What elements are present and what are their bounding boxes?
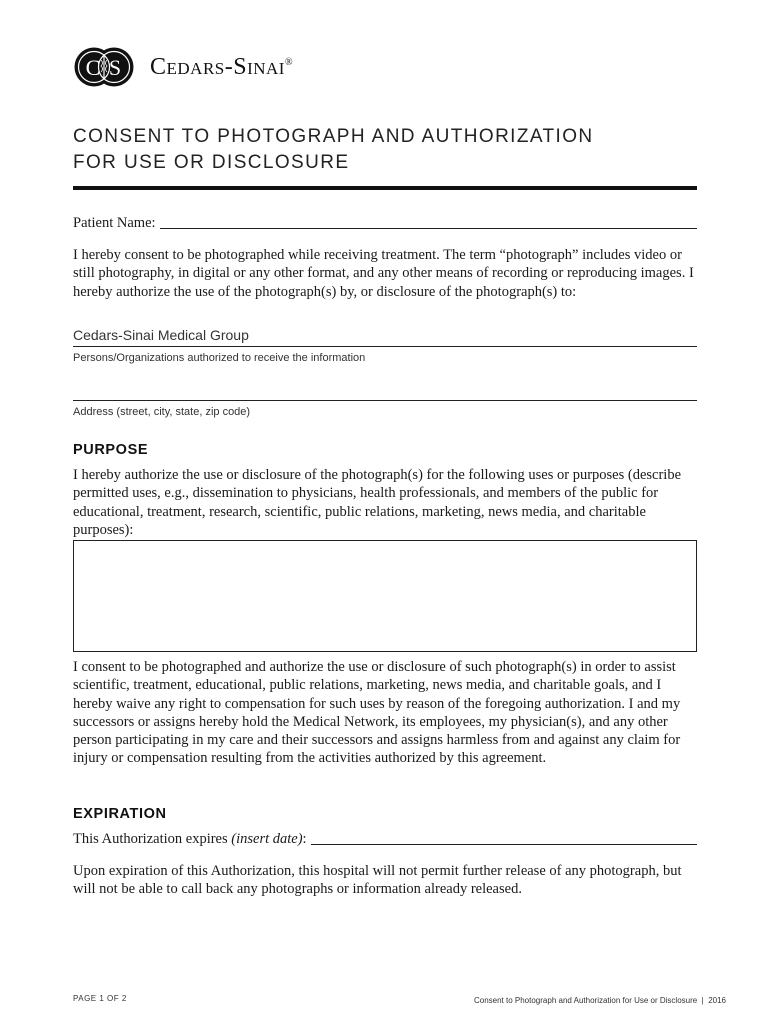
title-line-2: FOR USE OR DISCLOSURE bbox=[73, 152, 350, 173]
purpose-heading: PURPOSE bbox=[73, 442, 149, 458]
authorized-recipient-input[interactable]: Cedars-Sinai Medical Group bbox=[73, 327, 249, 343]
page-title bbox=[73, 124, 697, 176]
expiration-date-field[interactable] bbox=[73, 830, 697, 848]
svg-text:C: C bbox=[85, 55, 101, 80]
page-number: PAGE 1 OF 2 bbox=[73, 994, 127, 1003]
title-line-1: CONSENT TO PHOTOGRAPH AND AUTHORIZATION bbox=[73, 126, 594, 147]
address-line bbox=[73, 400, 697, 401]
brand-name: Cedars-Sinai® bbox=[150, 54, 294, 80]
patient-name-label: Patient Name: bbox=[73, 215, 156, 231]
expiration-label: This Authorization expires (insert date): bbox=[73, 831, 307, 847]
expiration-paragraph: Upon expiration of this Authorization, this hospital will not permit further release of any photograph, but will not be able to call back any photographs or information already released. bbox=[73, 863, 682, 898]
expiration-date-input[interactable] bbox=[311, 830, 697, 845]
cedars-sinai-logo-icon bbox=[73, 46, 135, 88]
consent-paragraph: I hereby consent to be photographed while receiving treatment. The term “photograph” includes video or still photography, in digital or any other format, and any other means of recording or reproducing images. I hereby authorize the use of the photograph(s) by, or disclosure of the photograph(s) to: bbox=[73, 247, 694, 300]
patient-name-field[interactable] bbox=[73, 214, 697, 232]
purpose-textbox[interactable] bbox=[73, 540, 697, 652]
title-divider bbox=[73, 186, 697, 190]
purpose-paragraph: I hereby authorize the use or disclosure of the photograph(s) for the following uses or purposes (describe permitted uses, e.g., dissemination to physicians, health professionals, and members of the public for educational, treatment, research, scientific, public relations, marketing, news media, and charitable purposes): bbox=[73, 467, 682, 538]
svg-text:S: S bbox=[108, 55, 122, 80]
address-caption: Address (street, city, state, zip code) bbox=[73, 406, 251, 418]
patient-name-input[interactable] bbox=[160, 214, 697, 229]
waiver-paragraph: I consent to be photographed and authorize the use or disclosure of such photograph(s) in order to assist scientific, treatment, educational, public relations, marketing, news media, and charitable goals, and I hereby waive any right to compensation for such uses by reason of the foregoing authorization. I and my successors or assigns hereby hold the Medical Network, its employees, my physician(s), and any other person participating in my care and their successors and assigns harmless from and against any claim for injury or compensation resulting from the activities authorized by this agreement. bbox=[73, 659, 681, 767]
expiration-heading: EXPIRATION bbox=[73, 806, 167, 822]
authorized-recipient-caption: Persons/Organizations authorized to receive the information bbox=[73, 352, 366, 364]
form-footer-label: Consent to Photograph and Authorization for Use or Disclosure | 2016 bbox=[473, 996, 726, 1005]
authorized-recipient-line bbox=[73, 346, 697, 347]
